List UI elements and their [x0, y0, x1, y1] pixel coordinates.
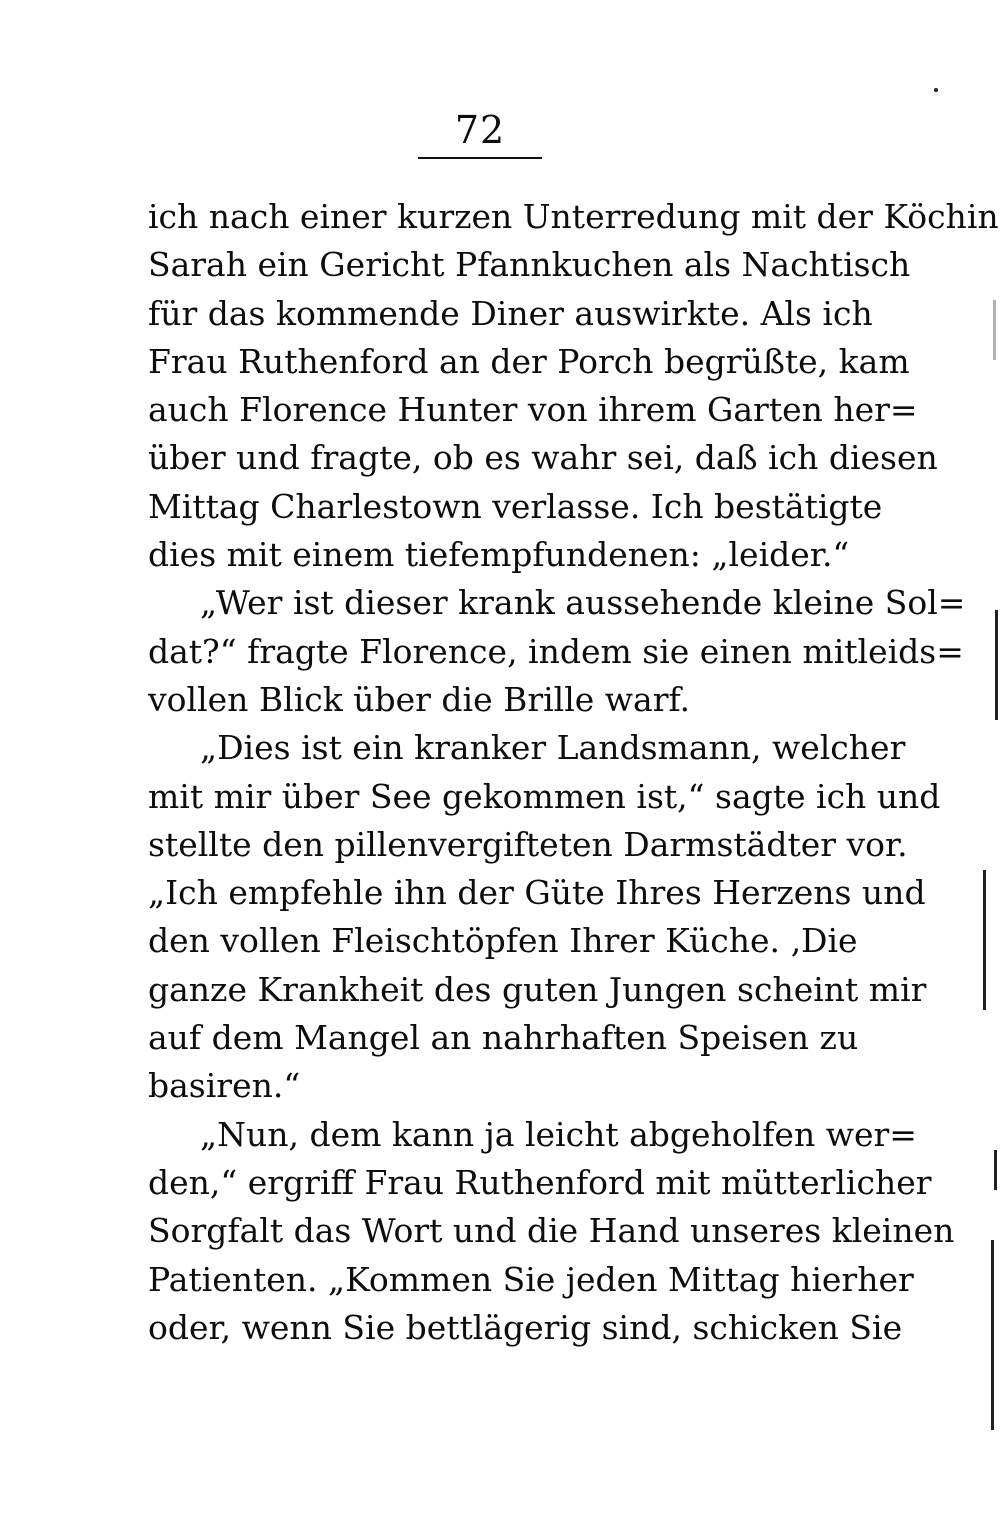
text-line: auf dem Mangel an nahrhaften Speisen zu [148, 1018, 859, 1058]
page-number-rule [418, 157, 542, 159]
text-line: stellte den pillenvergifteten Darmstädter vor. [148, 824, 908, 864]
text-line: Sarah ein Gericht Pfannkuchen als Nachtisch [148, 245, 911, 285]
text-line: Patienten. „Kommen Sie jeden Mittag hierher [148, 1259, 914, 1299]
text-line: ich nach einer kurzen Unterredung mit der Köchin [148, 197, 999, 236]
body-text [148, 193, 999, 1352]
text-line: Frau Ruthenford an der Porch begrüßte, kam [148, 341, 910, 381]
text-line: für das kommende Diner auswirkte. Als ich [148, 293, 873, 333]
text-line: dies mit einem tiefempfundenen: „leider.“ [148, 535, 850, 575]
text-line: „Nun, dem kann ja leicht abgeholfen wer= [200, 1114, 917, 1154]
scan-speck [934, 88, 938, 92]
text-line: „Ich empfehle ihn der Güte Ihres Herzens und [148, 873, 926, 913]
text-line: ganze Krankheit des guten Jungen scheint mir [148, 969, 927, 1009]
scan-edge-mark [994, 1150, 997, 1190]
text-line: oder, wenn Sie bettlägerig sind, schicken Sie [148, 1307, 903, 1347]
scan-edge-mark [983, 870, 986, 1010]
scan-edge-mark [993, 300, 996, 360]
scan-edge-mark [991, 1240, 994, 1430]
text-line: dat?“ fragte Florence, indem sie einen mitleids= [148, 631, 964, 671]
page-number: 72 [454, 108, 506, 152]
text-line: über und fragte, ob es wahr sei, daß ich diesen [148, 438, 938, 478]
scan-edge-mark [995, 610, 998, 720]
text-line: Sorgfalt das Wort und die Hand unseres kleinen [148, 1211, 955, 1251]
text-line: den,“ ergriff Frau Ruthenford mit mütterlicher [148, 1162, 932, 1202]
text-line: Mittag Charlestown verlasse. Ich bestätigte [148, 486, 883, 526]
text-line: mit mir über See gekommen ist,“ sagte ich und [148, 776, 941, 816]
text-line: auch Florence Hunter von ihrem Garten her= [148, 390, 918, 430]
text-line: basiren.“ [148, 1066, 301, 1106]
text-line: „Wer ist dieser krank aussehende kleine Sol= [200, 583, 966, 623]
text-line: vollen Blick über die Brille warf. [148, 679, 691, 719]
text-line: den vollen Fleischtöpfen Ihrer Küche. ‚Die [148, 921, 858, 961]
text-line: „Dies ist ein kranker Landsmann, welcher [200, 728, 906, 768]
